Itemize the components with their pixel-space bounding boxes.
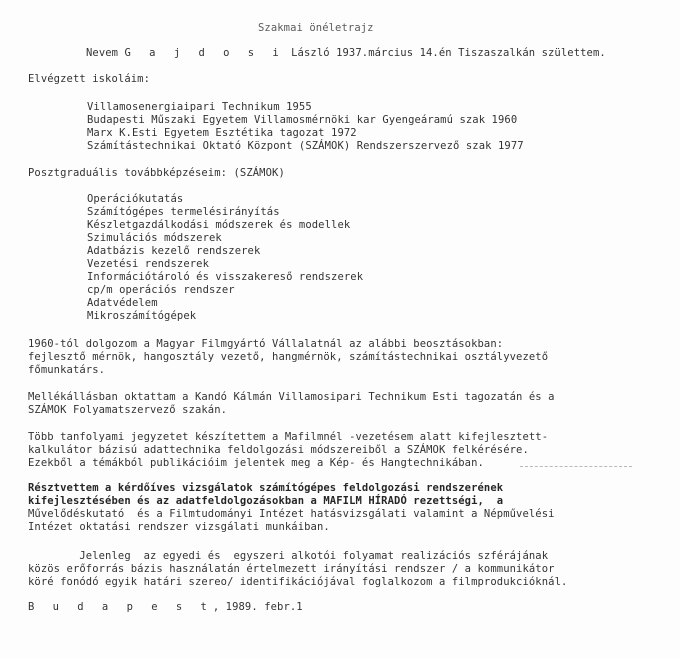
closing-date: , 1989. febr.1 <box>212 601 303 613</box>
postgrad-item: Készletgazdálkodási módszerek és modellek <box>87 219 351 231</box>
postgrad-item: Mikroszámítógépek <box>87 310 197 322</box>
intro-line <box>86 47 606 59</box>
closing-line <box>28 601 303 613</box>
paragraph-line: kifejlesztésében és az adatfeldolgozásokban a MAFILM HÍRADÓ rezettségi, a <box>28 495 504 507</box>
postgrad-item: Vezetési rendszerek <box>87 258 210 270</box>
intro-surname: G a j d o s i <box>124 47 285 59</box>
postgrad-item: Operációkutatás <box>87 193 184 205</box>
school-item: Marx K.Esti Egyetem Esztétika tagozat 1972 <box>87 127 357 139</box>
paragraph-line: Művelődéskutató és a Filmtudományi Intézet hatásvizsgálati valamint a Népművelési <box>28 508 555 520</box>
paragraph-line: kalkulátor bázisú adattechnika feldolgozási módszereiből a SZÁMOK felkérésére. <box>28 444 529 456</box>
paragraph-line: Jelenleg az egyedi és egyszeri alkotói folyamat realizációs szférájának <box>28 550 549 562</box>
paragraph-line: Mellékállásban oktattam a Kandó Kálmán Villamosipari Technikum Esti tagozatán és a <box>28 391 555 403</box>
paragraph-line: köré fonódó egyik határi szereo/ identifikációjával foglalkozom a filmprodukcióknál. <box>28 576 568 588</box>
document-title: Szakmai önéletrajz <box>258 22 374 34</box>
paragraph-line: SZÁMOK Folyamatszervező szakán. <box>28 404 228 416</box>
paragraph-line: Intézet oktatási rendszer vizsgálati munkáiban. <box>28 521 330 533</box>
paragraph-line: fejlesztő mérnök, hangosztály vezető, hangmérnök, számítástechnikai osztályvezető <box>28 351 549 363</box>
postgrad-item: Számítógépes termelésirányítás <box>87 206 280 218</box>
paragraph-line: főmunkatárs. <box>28 364 106 376</box>
intro-rest: László 1937.március 14.én Tiszaszalkán születtem. <box>291 47 606 59</box>
postgrad-item: Szimulációs módszerek <box>87 232 222 244</box>
closing-place: B u d a p e s t <box>28 601 213 613</box>
paragraph-line: 1960-tól dolgozom a Magyar Filmgyártó Vállalatnál az alábbi beosztásokban: <box>28 338 504 350</box>
paragraph-line: közös erőforrás bázis használatán értelmezett irányítási rendszer / a kommunikátor <box>28 563 555 575</box>
intro-prefix: Nevem <box>86 47 119 59</box>
school-item: Villamosenergiaipari Technikum 1955 <box>87 101 312 113</box>
school-item: Budapesti Műszaki Egyetem Villamosmérnöki kar Gyengeáramú szak 1960 <box>87 114 518 126</box>
schools-heading: Elvégzett iskoláim: <box>28 73 151 85</box>
postgrad-item: Adatvédelem <box>87 297 158 309</box>
postgrad-heading: Posztgraduális továbbképzéseim: (SZÁMOK) <box>28 167 285 179</box>
postgrad-item: Információtároló és visszakereső rendszerek <box>87 271 364 283</box>
postgrad-item: Adatbázis kezelő rendszerek <box>87 245 261 257</box>
paragraph-line: Résztvettem a kérdőíves vizsgálatok számítógépes feldolgozási rendszerének <box>28 482 504 494</box>
paragraph-line: Ezekből a témákból publikációim jelentek meg a Kép- és Hangtechnikában. <box>28 457 484 469</box>
strikethrough-rule <box>520 466 632 467</box>
paragraph-line: Több tanfolyami jegyzetet készítettem a Mafilmnél -vezetésem alatt kifejlesztett- <box>28 431 549 443</box>
school-item: Számítástechnikai Oktató Központ (SZÁMOK) Rendszerszervező szak 1977 <box>87 140 524 152</box>
postgrad-item: cp/m operációs rendszer <box>87 284 235 296</box>
